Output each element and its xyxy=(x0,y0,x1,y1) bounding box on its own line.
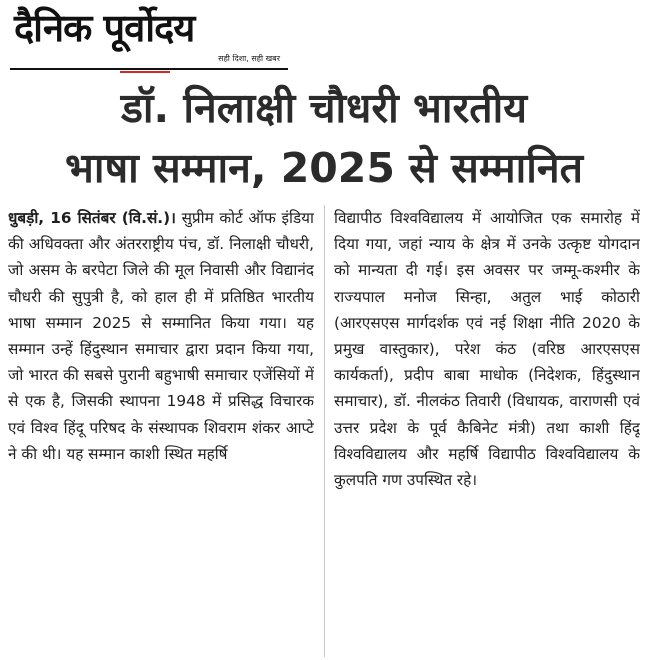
newspaper-name: दैनिक पूर्वोदय xyxy=(14,6,195,50)
article-body xyxy=(8,205,640,657)
article-column-2 xyxy=(334,205,640,657)
headline-line-1: डॉ. निलाक्षी चौधरी भारतीय xyxy=(121,84,527,132)
newspaper-masthead xyxy=(10,4,288,74)
article-column-1 xyxy=(8,205,314,657)
newspaper-tagline: सही दिशा, सही खबर xyxy=(218,54,280,63)
article-headline xyxy=(0,78,648,198)
column-divider xyxy=(324,205,325,657)
article-column-1-text: सुप्रीम कोर्ट ऑफ इंडिया की अधिवक्ता और अंतरराष्ट्रीय पंच, डॉ. निलाक्षी चौधरी, जो असम के बरपेटा जिले की मूल निवासी और विद्यानंद चौधरी की सुपुत्री है, को हाल ही में प्रतिष्ठित भारतीय भाषा सम्मान 2025 से सम्मानित किया गया। यह सम्मान उन्हें हिंदुस्थान समाचार द्वारा प्रदान किया गया, जो भारत की सबसे पुरानी बहुभाषी समाचार एजेंसियों में से एक है, जिसकी स्थापना 1948 में प्रसिद्ध विचारक एवं विश्व हिंदू परिषद के संस्थापक शिवराम शंकर आप्टे ने की थी। यह सम्मान काशी स्थित महर्षि xyxy=(8,209,314,463)
masthead-rule xyxy=(10,68,288,70)
article-dateline: धुबड़ी, 16 सितंबर (वि.सं.)। xyxy=(8,209,176,227)
headline-line-2: भाषा सम्मान, 2025 से सम्मानित xyxy=(65,144,583,192)
masthead-accent-rule xyxy=(120,71,170,73)
article-column-2-text: विद्यापीठ विश्वविद्यालय में आयोजित एक समारोह में दिया गया, जहां न्याय के क्षेत्र में उनके उत्कृष्ट योगदान को मान्यता दी गई। इस अवसर पर जम्मू-कश्मीर के राज्यपाल मनोज सिन्हा, अतुल भाई कोठारी (आरएसएस मार्गदर्शक एवं नई शिक्षा नीति 2020 के प्रमुख वास्तुकार), परेश कंठ (वरिष्ठ आरएसएस कार्यकर्ता), प्रदीप बाबा माधोक (निदेशक, हिंदुस्थान समाचार), डॉ. नीलकंठ तिवारी (विधायक, वाराणसी एवं उत्तर प्रदेश के पूर्व कैबिनेट मंत्री) तथा काशी हिंदू विश्वविद्यालय और महर्षि विद्यापीठ विश्वविद्यालय के कुलपति गण उपस्थित रहे। xyxy=(334,209,640,490)
